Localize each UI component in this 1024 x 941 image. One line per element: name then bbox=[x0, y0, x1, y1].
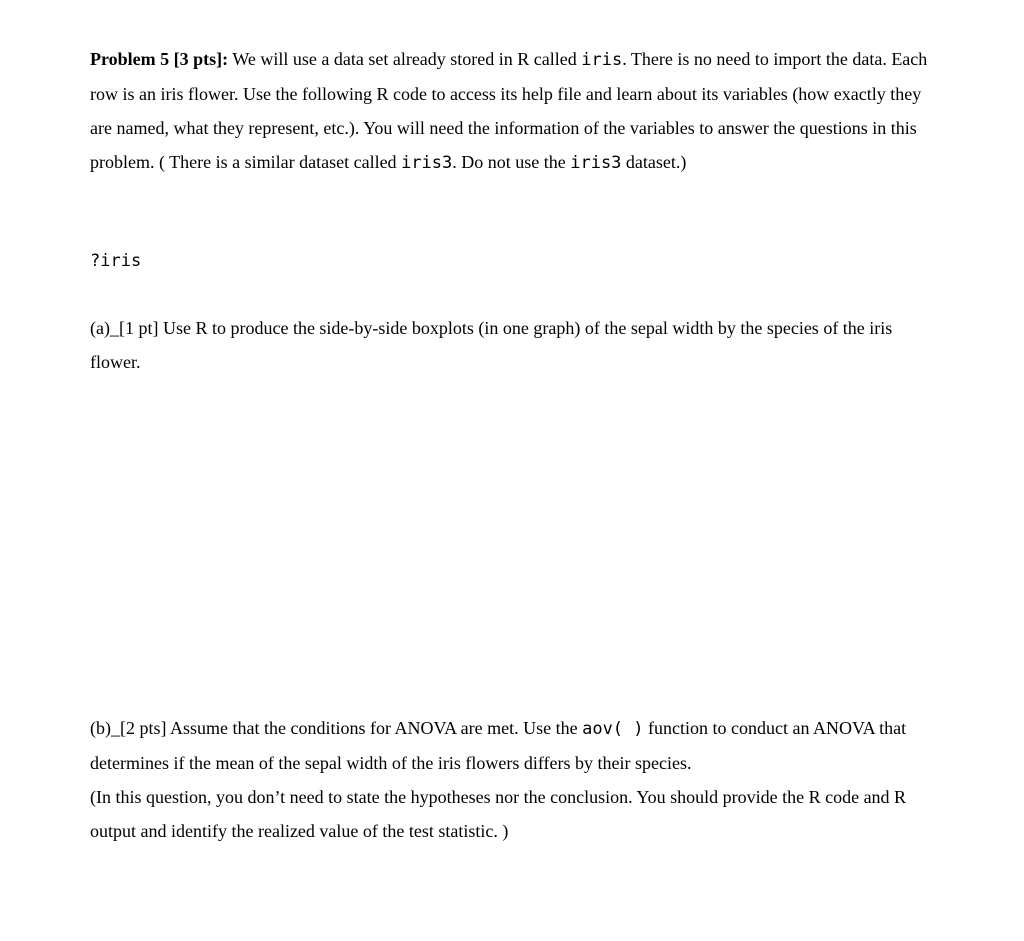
part-b-aov-code: aov( ) bbox=[582, 719, 644, 739]
intro-code-iris3-second: iris3 bbox=[570, 153, 622, 173]
intro-text-4: dataset.) bbox=[621, 152, 687, 172]
intro-code-iris: iris bbox=[581, 50, 623, 70]
part-b-answer-space bbox=[90, 860, 930, 930]
intro-text-3: . Do not use the bbox=[452, 152, 571, 172]
intro-text-2: . There is no need to import the data. Each row is an iris flower. Use the following R code to access its help file and learn about its variables (how exactly they are named, what they represent, etc.). You will need the information of the variables to answer the questions in this problem. ( There is a similar dataset called bbox=[90, 49, 928, 172]
problem-heading: Problem 5 [3 pts]: bbox=[90, 49, 229, 69]
part-a-answer-space bbox=[90, 390, 930, 690]
intro-code-iris3: iris3 bbox=[401, 153, 453, 173]
part-b-question bbox=[90, 711, 930, 780]
intro-text-1: We will use a data set already stored in R called bbox=[228, 49, 582, 69]
part-b-text-1: (b)_[2 pts] Assume that the conditions for ANOVA are met. Use the bbox=[90, 718, 583, 738]
part-b-note: (In this question, you don’t need to state the hypotheses nor the conclusion. You should provide the R code and R output and identify the realized value of the test statistic. ) bbox=[90, 787, 907, 841]
problem-intro bbox=[90, 42, 930, 180]
part-b-text-2: function to conduct an ANOVA that determines if the mean of the sepal width of the iris flowers differs by their species. bbox=[90, 718, 907, 773]
help-command-code: ?iris bbox=[90, 251, 142, 271]
part-a-question: (a)_[1 pt] Use R to produce the side-by-side boxplots (in one graph) of the sepal width by the species of the iris flower. bbox=[90, 318, 893, 372]
